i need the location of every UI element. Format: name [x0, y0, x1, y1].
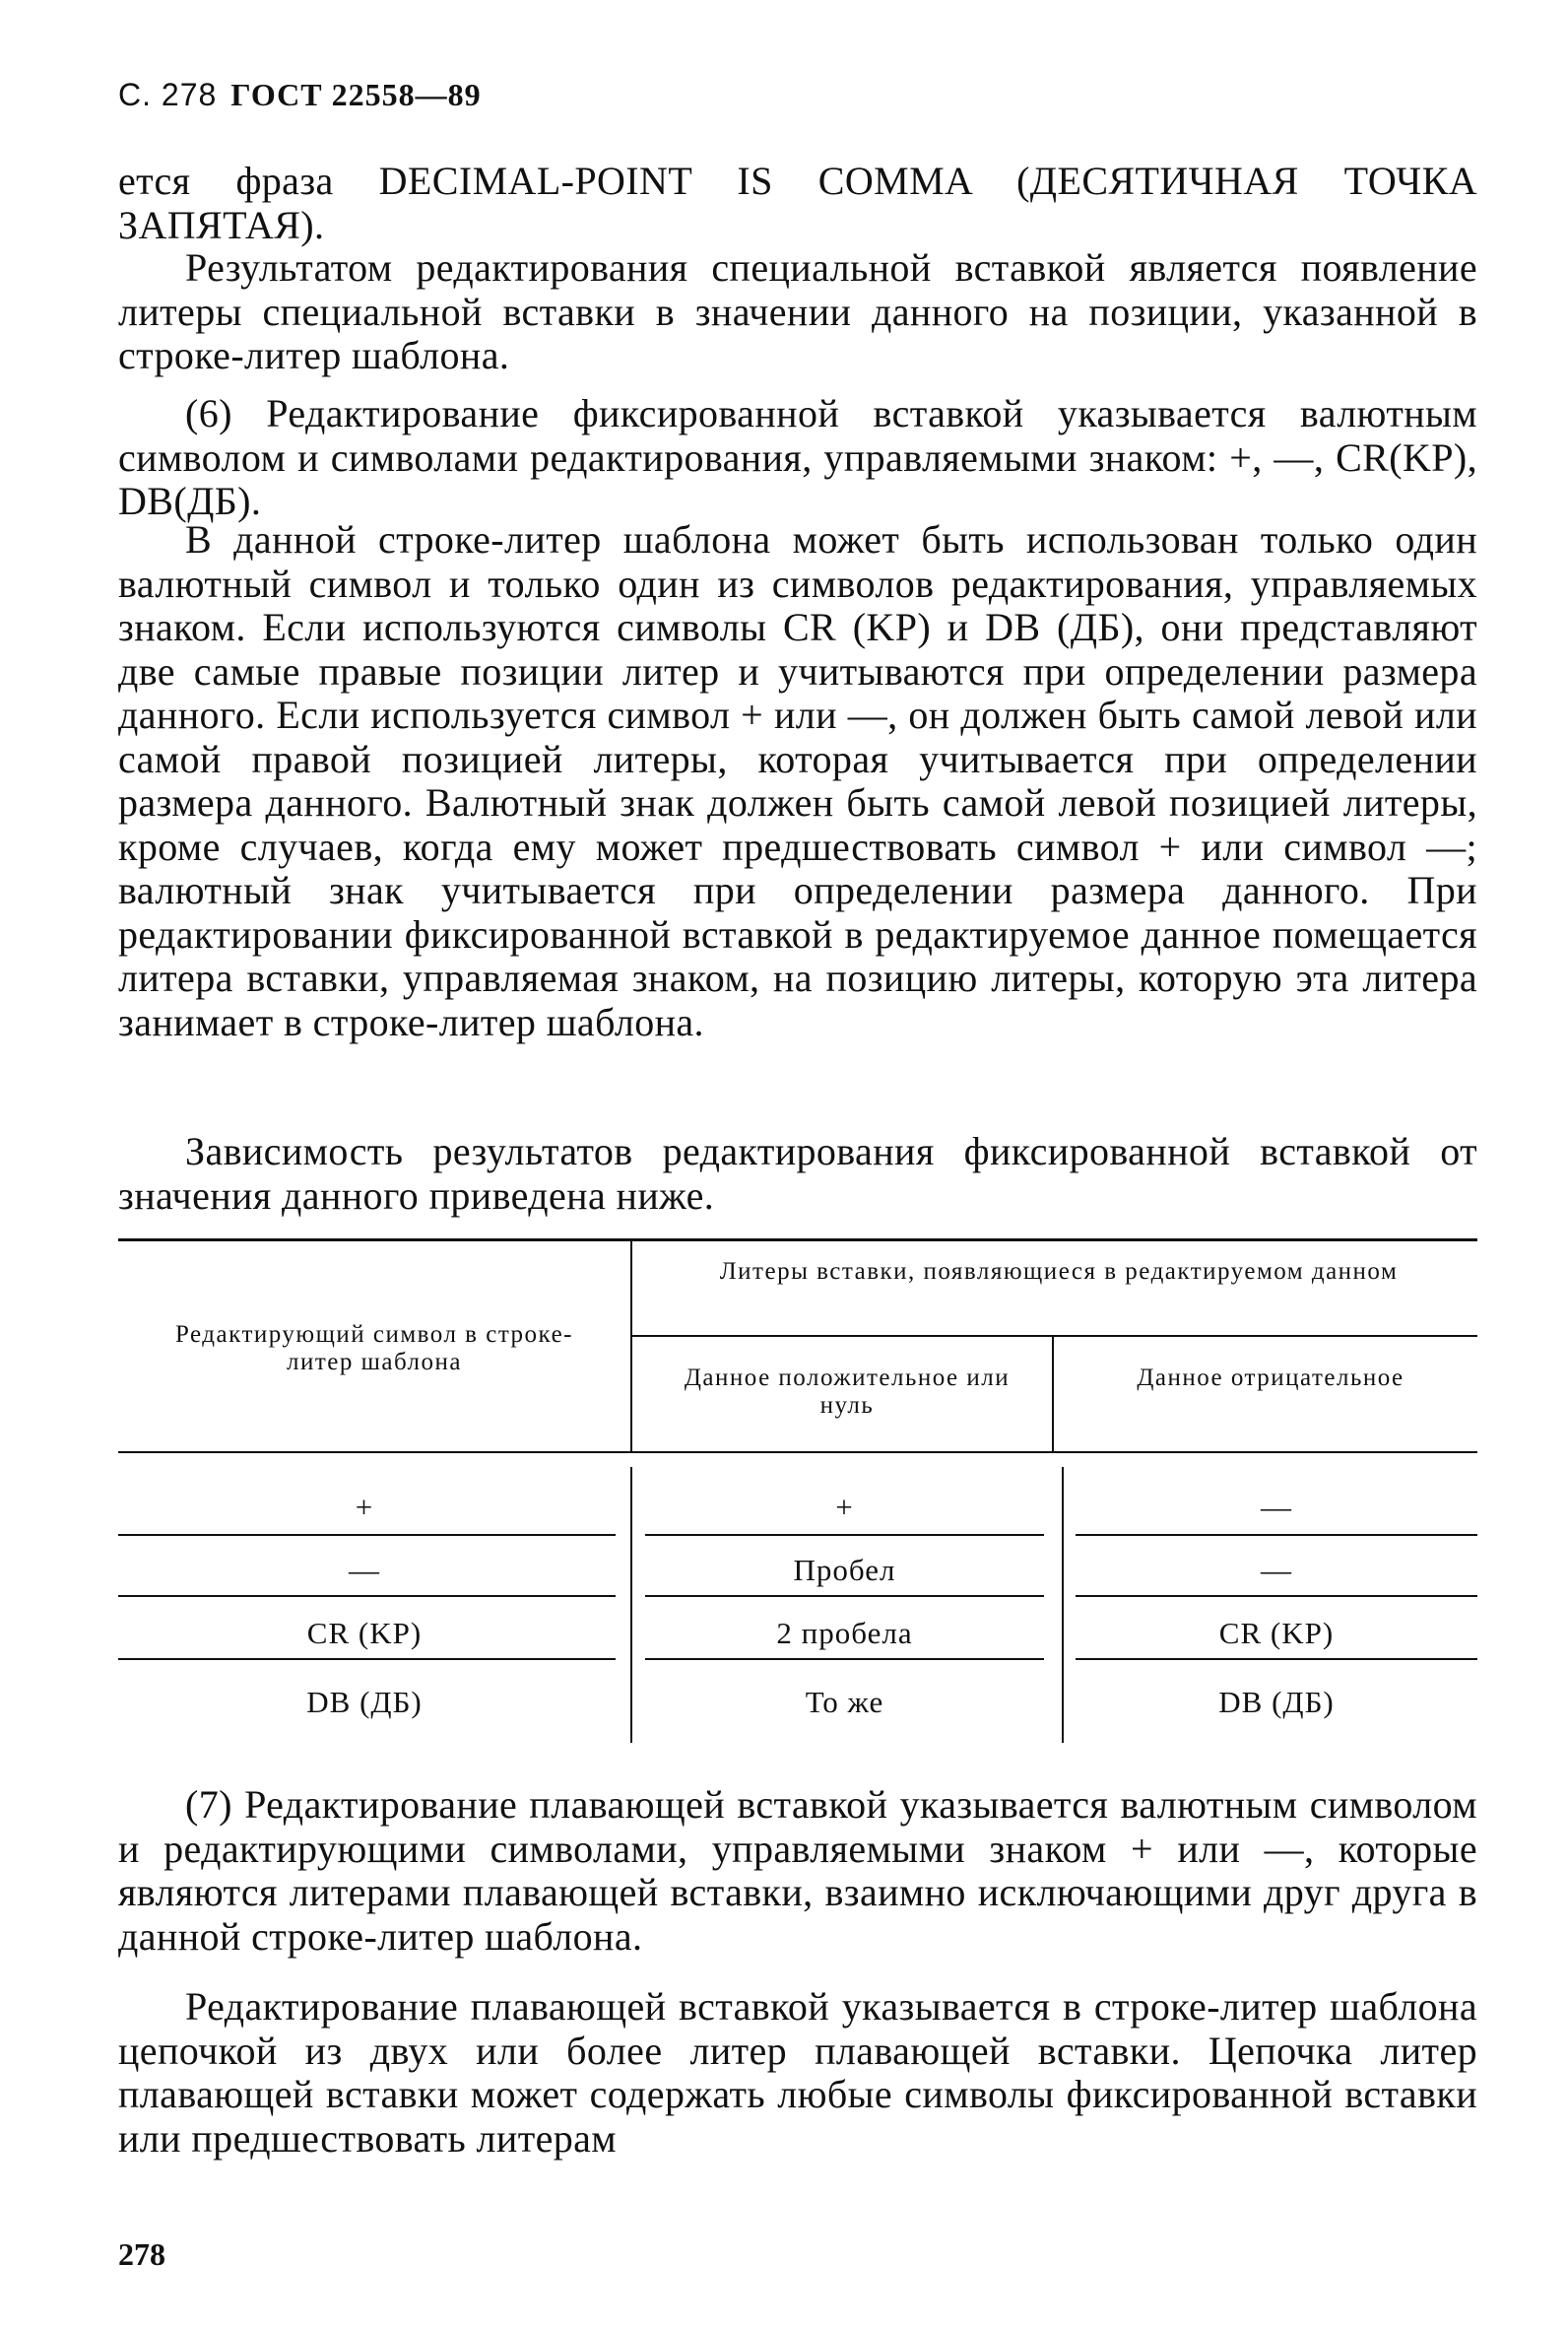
table-row-4-positive: То же — [805, 1685, 884, 1719]
column-header-symbol: Редактирующий символ в строке-литер шаблона — [174, 1321, 574, 1375]
paragraph-floating-insertion-chain: Редактирование плавающей вставкой указывается в строке-литер шаблона цепочкой из двух или более литер плавающей вставки. Цепочка литер плавающей вставки может содержать любые символы фиксированной вставки или предшествовать литерам — [118, 1984, 1477, 2161]
paragraph-special-insertion-result: Результатом редактирования специальной вставкой является появление литеры специальной вставки в значении данного на позиции, указанной в строке-литер шаблона. — [118, 245, 1477, 377]
standard-title: ГОСТ 22558—89 — [230, 77, 482, 112]
paragraph-decimal-point: ется фраза DECIMAL-POINT IS COMMA (ДЕСЯТИЧНАЯ ТОЧКА ЗАПЯТАЯ). — [118, 159, 1477, 247]
page-reference: С. 278 — [118, 77, 218, 112]
column-header-positive: Данное положительное или нуль — [684, 1365, 1011, 1419]
paragraph-fixed-insertion-rules: В данной строке-литер шаблона может быть использован только один валютный символ и только один из символов редактирования, управляемых знаком. Если используются символы CR (KP) и DB (ДБ), они представляют две самые правые позиции литер и учитываются при определении размера данного. Если используется символ + или —, он должен быть самой левой или самой правой позицией литеры, которая учитывается при определении размера данного. Валютный знак должен быть самой левой позицией литеры, кроме случаев, когда ему может предшествовать символ + или символ —; валютный знак учитывается при определении размера данного. При редактировании фиксированной вставкой в редактируемое данное помещается литера вставки, управляемая знаком, на позицию литеры, которую эта литера занимает в строке-литер шаблона. — [118, 517, 1477, 1044]
table-row-1-symbol: + — [355, 1490, 374, 1524]
table-row-1-positive: + — [835, 1490, 854, 1524]
table-row-3-symbol: CR (KP) — [306, 1616, 423, 1650]
page-number: 278 — [118, 2236, 165, 2272]
column-header-negative: Данное отрицательное — [1137, 1365, 1405, 1391]
table-row-2-negative: — — [1261, 1553, 1292, 1587]
table-row-1-negative: — — [1261, 1490, 1292, 1524]
table-row-3-negative: CR (KP) — [1218, 1616, 1335, 1650]
page-header — [118, 77, 482, 113]
table-row-2-symbol: — — [349, 1553, 380, 1587]
paragraph-fixed-insertion: (6) Редактирование фиксированной вставкой указывается валютным символом и символами редактирования, управляемыми знаком: +, —, CR(KP), DB(ДБ). — [118, 391, 1477, 523]
table-row-2-positive: Пробел — [793, 1553, 896, 1587]
document-page — [118, 59, 1477, 2286]
column-group-header: Литеры вставки, появляющиеся в редактируемом данном — [719, 1258, 1399, 1285]
paragraph-floating-insertion: (7) Редактирование плавающей вставкой указывается валютным символом и редактирующими символами, управляемыми знаком + или —, которые являются литерами плавающей вставки, взаимно исключающими друг друга в данной строке-литер шаблона. — [118, 1782, 1477, 1959]
paragraph-table-intro: Зависимость результатов редактирования фиксированной вставкой от значения данного приведена ниже. — [118, 1129, 1477, 1218]
fixed-insertion-table — [118, 1238, 1477, 1743]
table-row-4-negative: DB (ДБ) — [1218, 1685, 1335, 1719]
table-row-3-positive: 2 пробела — [776, 1616, 913, 1650]
table-row-4-symbol: DB (ДБ) — [306, 1685, 423, 1719]
